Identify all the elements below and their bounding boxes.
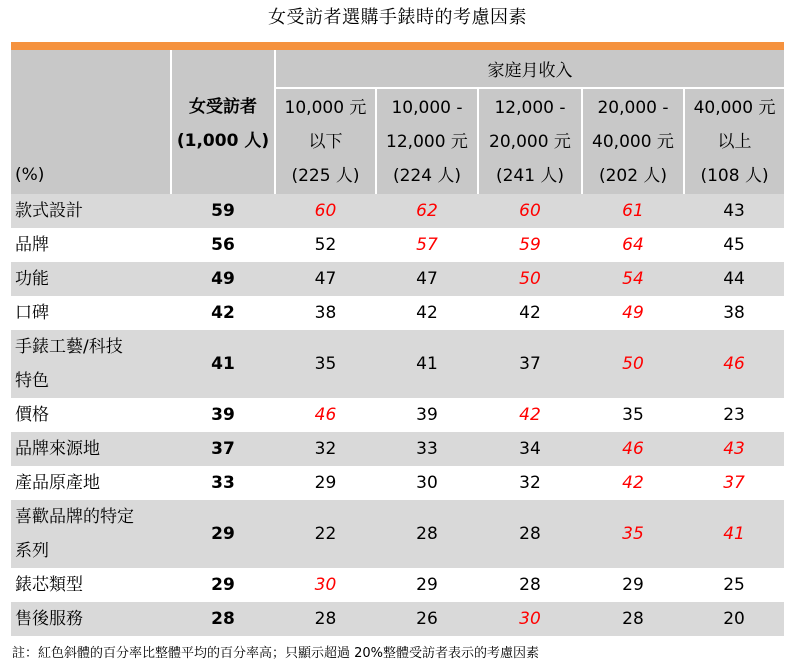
bracket-value: 33: [376, 432, 478, 466]
bracket-value: 61: [582, 194, 684, 228]
female-header-line-2: (1,000 人): [176, 131, 270, 151]
bracket-line: (202 人): [598, 165, 668, 186]
bracket-value: 32: [275, 432, 376, 466]
bracket-line: 以上: [717, 131, 752, 152]
bracket-value: 49: [582, 296, 684, 330]
female-total-header: [171, 50, 275, 194]
table-body: [11, 194, 784, 636]
row-label-line: 特色: [15, 371, 49, 391]
female-header-line-1: 女受訪者: [189, 97, 257, 117]
total-value: 29: [171, 568, 275, 602]
page-title: 女受訪者選購手錶時的考慮因素: [268, 7, 527, 28]
income-bracket-header: [275, 88, 376, 194]
bracket-value: 35: [275, 330, 376, 398]
income-bracket-header: [376, 88, 478, 194]
row-label-line: 喜歡品牌的特定: [15, 507, 134, 527]
bracket-value: 46: [275, 398, 376, 432]
bracket-line: 20,000 元: [489, 131, 571, 152]
bracket-value: 41: [376, 330, 478, 398]
total-value: 56: [171, 228, 275, 262]
table-row: [11, 330, 784, 398]
row-label-line: 手錶工藝/科技: [15, 337, 123, 357]
bracket-line: (224 人): [392, 165, 462, 186]
bracket-value: 42: [376, 296, 478, 330]
bracket-value: 35: [582, 500, 684, 568]
header-row-1: [11, 50, 784, 88]
bracket-value: 50: [478, 262, 582, 296]
total-value: 37: [171, 432, 275, 466]
total-value: 29: [171, 500, 275, 568]
footnote: 註：紅色斜體的百分率比整體平均的百分率高；只顯示超過 20%整體受訪者表示的考慮因素: [12, 646, 540, 661]
bracket-value: 46: [582, 432, 684, 466]
row-label-line: 系列: [15, 541, 49, 561]
unit-label: (%): [11, 50, 171, 194]
bracket-value: 28: [478, 568, 582, 602]
total-value: 39: [171, 398, 275, 432]
bracket-value: 60: [275, 194, 376, 228]
bracket-value: 38: [275, 296, 376, 330]
total-value: 49: [171, 262, 275, 296]
total-value: 33: [171, 466, 275, 500]
bracket-value: 28: [582, 602, 684, 636]
row-label: 口碑: [11, 296, 171, 330]
table-row: [11, 398, 784, 432]
table-row: [11, 432, 784, 466]
row-label: [11, 500, 171, 568]
row-label: 款式設計: [11, 194, 171, 228]
bracket-line: (225 人): [291, 165, 360, 186]
bracket-value: 34: [478, 432, 582, 466]
bracket-value: 30: [376, 466, 478, 500]
table-row: [11, 194, 784, 228]
bracket-value: 54: [582, 262, 684, 296]
bracket-line: 10,000 -: [391, 97, 463, 118]
bracket-value: 30: [275, 568, 376, 602]
bracket-value: 38: [684, 296, 784, 330]
bracket-value: 42: [582, 466, 684, 500]
bracket-line: 12,000 元: [386, 131, 468, 152]
table-row: [11, 602, 784, 636]
bracket-value: 29: [582, 568, 684, 602]
table-row: [11, 228, 784, 262]
bracket-value: 42: [478, 398, 582, 432]
data-table: [11, 50, 784, 636]
bracket-line: 10,000 元: [284, 97, 367, 118]
bracket-value: 37: [684, 466, 784, 500]
row-label: 產品原產地: [11, 466, 171, 500]
bracket-line: 以下: [308, 131, 343, 152]
bracket-value: 43: [684, 194, 784, 228]
bracket-line: 40,000 元: [693, 97, 776, 118]
bracket-value: 20: [684, 602, 784, 636]
bracket-value: 28: [376, 500, 478, 568]
bracket-line: (108 人): [700, 165, 769, 186]
bracket-value: 32: [478, 466, 582, 500]
table-row: [11, 568, 784, 602]
bracket-value: 44: [684, 262, 784, 296]
bracket-value: 52: [275, 228, 376, 262]
bracket-value: 62: [376, 194, 478, 228]
row-label: 價格: [11, 398, 171, 432]
total-value: 41: [171, 330, 275, 398]
row-label: 品牌: [11, 228, 171, 262]
bracket-value: 45: [684, 228, 784, 262]
bracket-value: 57: [376, 228, 478, 262]
total-value: 42: [171, 296, 275, 330]
bracket-line: (241 人): [495, 165, 565, 186]
bracket-value: 37: [478, 330, 582, 398]
bracket-line: 12,000 -: [494, 97, 566, 118]
row-label: 售後服務: [11, 602, 171, 636]
bracket-value: 59: [478, 228, 582, 262]
table-row: [11, 262, 784, 296]
total-value: 59: [171, 194, 275, 228]
bracket-value: 28: [275, 602, 376, 636]
income-bracket-header: [684, 88, 784, 194]
bracket-value: 64: [582, 228, 684, 262]
income-bracket-header: [582, 88, 684, 194]
bracket-value: 35: [582, 398, 684, 432]
bracket-value: 60: [478, 194, 582, 228]
bracket-value: 29: [376, 568, 478, 602]
bracket-value: 41: [684, 500, 784, 568]
bracket-value: 39: [376, 398, 478, 432]
row-label: 錶芯類型: [11, 568, 171, 602]
bracket-value: 29: [275, 466, 376, 500]
income-bracket-header: [478, 88, 582, 194]
title-accent-bar: [11, 42, 784, 50]
table-row: [11, 500, 784, 568]
bracket-value: 28: [478, 500, 582, 568]
row-label: 品牌來源地: [11, 432, 171, 466]
bracket-value: 23: [684, 398, 784, 432]
bracket-value: 43: [684, 432, 784, 466]
row-label: [11, 330, 171, 398]
bracket-line: 20,000 -: [597, 97, 669, 118]
bracket-value: 26: [376, 602, 478, 636]
table-row: [11, 466, 784, 500]
bracket-value: 22: [275, 500, 376, 568]
bracket-value: 46: [684, 330, 784, 398]
bracket-value: 50: [582, 330, 684, 398]
total-value: 28: [171, 602, 275, 636]
row-label: 功能: [11, 262, 171, 296]
bracket-value: 42: [478, 296, 582, 330]
bracket-value: 30: [478, 602, 582, 636]
bracket-value: 25: [684, 568, 784, 602]
bracket-value: 47: [376, 262, 478, 296]
bracket-value: 47: [275, 262, 376, 296]
table-row: [11, 296, 784, 330]
income-group-header: 家庭月收入: [275, 50, 784, 88]
bracket-line: 40,000 元: [592, 131, 674, 152]
